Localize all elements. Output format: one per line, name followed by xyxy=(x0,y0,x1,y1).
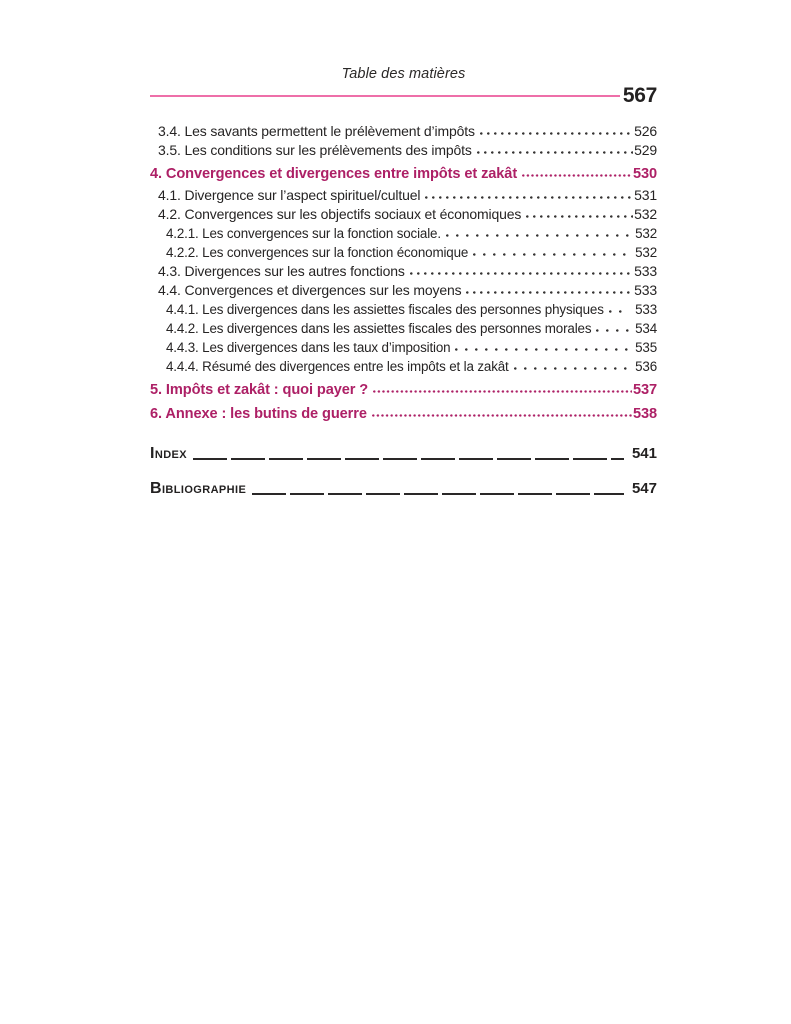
back-matter-page: 541 xyxy=(631,445,657,462)
toc-entry xyxy=(150,281,657,300)
toc-entry-page: 537 xyxy=(632,382,657,398)
toc-subentry xyxy=(150,357,657,376)
toc-entry-page: 534 xyxy=(635,321,657,336)
toc-entry xyxy=(150,186,657,205)
toc-subentry xyxy=(150,243,657,262)
toc-entry-page: 536 xyxy=(635,359,657,374)
toc-subentry xyxy=(150,319,657,338)
toc-section-entry xyxy=(150,405,657,424)
toc-entry-label: 4.2.1. Les convergences sur la fonction sociale. xyxy=(166,226,441,241)
toc-entry-page: 532 xyxy=(634,206,657,222)
toc-entry-page: 530 xyxy=(632,166,657,182)
toc-entry-label: 4.4.3. Les divergences dans les taux d’imposition xyxy=(166,340,451,355)
back-matter-page: 547 xyxy=(631,480,657,497)
toc-section-entry xyxy=(150,165,657,184)
toc-entry-label: 5. Impôts et zakât : quoi payer ? xyxy=(150,382,369,398)
toc-subentry xyxy=(150,224,657,243)
toc-entry-label: 4.4.2. Les divergences dans les assiettes fiscales des personnes morales xyxy=(166,321,592,336)
toc-entry-page: 538 xyxy=(632,406,657,422)
toc-entry-page: 532 xyxy=(635,226,657,241)
toc-entry-label: 3.4. Les savants permettent le prélèvement d’impôts xyxy=(158,123,475,139)
toc-entry xyxy=(150,262,657,281)
toc-entry-page: 532 xyxy=(635,245,657,260)
toc-entry-label: 4.3. Divergences sur les autres fonctions xyxy=(158,263,405,279)
toc-entry-page: 526 xyxy=(634,123,657,139)
header-page-number: 567 xyxy=(622,84,657,107)
toc-entry-label: 4. Convergences et divergences entre impôts et zakât xyxy=(150,166,518,182)
toc-entry-page: 529 xyxy=(634,142,657,158)
toc-entry-label: 3.5. Les conditions sur les prélèvements des impôts xyxy=(158,142,472,158)
toc-entry-label: 4.2.2. Les convergences sur la fonction économique xyxy=(166,245,469,260)
toc-entry xyxy=(150,205,657,224)
toc-entry xyxy=(150,122,657,141)
toc-entry-label: 4.4. Convergences et divergences sur les moyens xyxy=(158,282,462,298)
toc-subentry xyxy=(150,300,657,319)
toc-section-entry xyxy=(150,381,657,400)
toc-entry-page: 533 xyxy=(634,263,657,279)
toc-entry-label: 4.1. Divergence sur l’aspect spirituel/cultuel xyxy=(158,187,421,203)
toc-subentry xyxy=(150,338,657,357)
toc-entry-page: 533 xyxy=(634,282,657,298)
toc-entry-page: 535 xyxy=(635,340,657,355)
back-matter-label: Index xyxy=(150,445,188,462)
toc-entry-label: 6. Annexe : les butins de guerre xyxy=(150,406,367,422)
toc-entry-label: 4.2. Convergences sur les objectifs sociaux et économiques xyxy=(158,206,522,222)
back-matter-label: Bibliographie xyxy=(150,480,247,497)
toc-entry-label: 4.4.4. Résumé des divergences entre les impôts et la zakât xyxy=(166,359,509,374)
back-matter-list xyxy=(150,444,657,499)
back-matter-entry xyxy=(150,444,657,464)
toc-entry-page: 533 xyxy=(635,302,657,317)
running-header-rule-row xyxy=(150,85,657,106)
toc-entry-page: 531 xyxy=(634,187,657,203)
back-matter-entry xyxy=(150,479,657,499)
header-rule xyxy=(150,95,620,97)
toc-entry-label: 4.4.1. Les divergences dans les assiettes fiscales des personnes physiques xyxy=(166,302,604,317)
toc-entry xyxy=(150,141,657,160)
table-of-contents xyxy=(150,122,657,424)
running-header-title: Table des matières xyxy=(341,66,466,82)
